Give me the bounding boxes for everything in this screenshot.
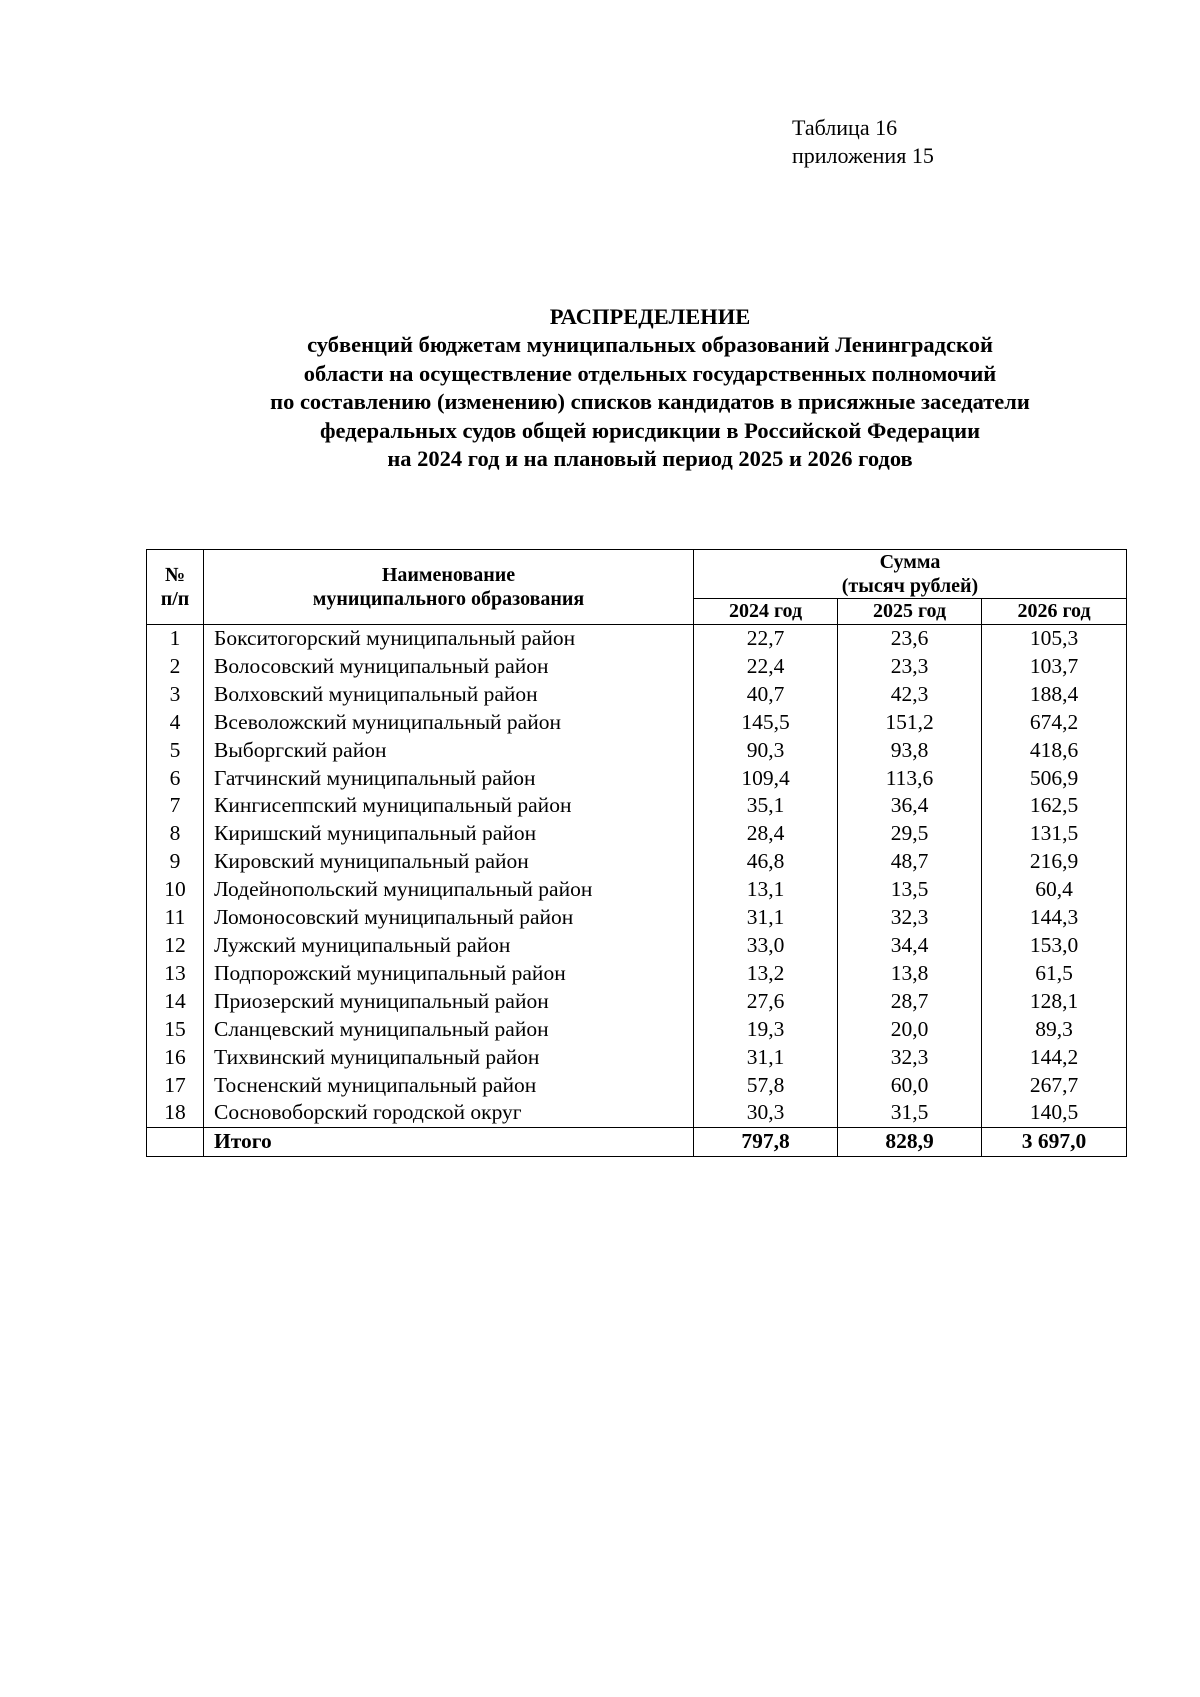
- header-number: № п/п: [147, 550, 204, 625]
- value-2024: 22,7: [694, 625, 838, 653]
- value-2024: 13,2: [694, 960, 838, 988]
- table-row: [147, 1016, 1127, 1044]
- value-2026: 144,2: [982, 1044, 1127, 1072]
- value-2025: 60,0: [838, 1072, 982, 1100]
- table-row: [147, 988, 1127, 1016]
- value-2026: 216,9: [982, 848, 1127, 876]
- table-row: [147, 904, 1127, 932]
- row-number: 5: [147, 737, 204, 765]
- row-number: 8: [147, 820, 204, 848]
- value-2025: 29,5: [838, 820, 982, 848]
- header-year-2025: 2025 год: [838, 599, 982, 625]
- value-2025: 42,3: [838, 681, 982, 709]
- value-2025: 20,0: [838, 1016, 982, 1044]
- value-2024: 109,4: [694, 765, 838, 793]
- row-number: 13: [147, 960, 204, 988]
- header-name: Наименование муниципального образования: [204, 550, 694, 625]
- value-2026: 140,5: [982, 1099, 1127, 1127]
- value-2026: 506,9: [982, 765, 1127, 793]
- value-2025: 23,3: [838, 653, 982, 681]
- value-2025: 28,7: [838, 988, 982, 1016]
- municipality-name: Ломоносовский муниципальный район: [204, 904, 694, 932]
- row-number: 17: [147, 1072, 204, 1100]
- value-2024: 22,4: [694, 653, 838, 681]
- document-title: [130, 303, 1170, 473]
- value-2024: 46,8: [694, 848, 838, 876]
- value-2024: 13,1: [694, 876, 838, 904]
- table-row: [147, 1044, 1127, 1072]
- row-number: 1: [147, 625, 204, 653]
- table-row: [147, 1099, 1127, 1127]
- value-2024: 19,3: [694, 1016, 838, 1044]
- row-number: 12: [147, 932, 204, 960]
- header-year-2024: 2024 год: [694, 599, 838, 625]
- municipality-name: Сосновоборский городской округ: [204, 1099, 694, 1127]
- table-row: [147, 709, 1127, 737]
- municipality-name: Приозерский муниципальный район: [204, 988, 694, 1016]
- value-2026: 267,7: [982, 1072, 1127, 1100]
- municipality-name: Бокситогорский муниципальный район: [204, 625, 694, 653]
- table-row: [147, 848, 1127, 876]
- value-2024: 40,7: [694, 681, 838, 709]
- total-2025: 828,9: [838, 1128, 982, 1157]
- value-2025: 13,8: [838, 960, 982, 988]
- value-2025: 13,5: [838, 876, 982, 904]
- row-number: 4: [147, 709, 204, 737]
- row-number: 15: [147, 1016, 204, 1044]
- value-2025: 32,3: [838, 904, 982, 932]
- value-2025: 93,8: [838, 737, 982, 765]
- total-2026: 3 697,0: [982, 1128, 1127, 1157]
- row-number: 3: [147, 681, 204, 709]
- value-2026: 674,2: [982, 709, 1127, 737]
- value-2024: 31,1: [694, 1044, 838, 1072]
- value-2024: 145,5: [694, 709, 838, 737]
- table-row: [147, 960, 1127, 988]
- municipality-name: Волосовский муниципальный район: [204, 653, 694, 681]
- table-row: [147, 932, 1127, 960]
- row-number: 9: [147, 848, 204, 876]
- table-row: [147, 792, 1127, 820]
- value-2026: 60,4: [982, 876, 1127, 904]
- value-2026: 128,1: [982, 988, 1127, 1016]
- value-2026: 103,7: [982, 653, 1127, 681]
- row-number: 11: [147, 904, 204, 932]
- appendix-number: приложения 15: [792, 143, 934, 168]
- title-line-3: области на осуществление отдельных государственных полномочий: [303, 360, 997, 386]
- municipality-name: Волховский муниципальный район: [204, 681, 694, 709]
- value-2025: 23,6: [838, 625, 982, 653]
- municipality-name: Киришский муниципальный район: [204, 820, 694, 848]
- title-line-6: на 2024 год и на плановый период 2025 и 2026 годов: [387, 446, 913, 472]
- value-2025: 31,5: [838, 1099, 982, 1127]
- municipality-name: Гатчинский муниципальный район: [204, 765, 694, 793]
- value-2026: 144,3: [982, 904, 1127, 932]
- total-num-cell: [147, 1128, 204, 1157]
- table-row: [147, 765, 1127, 793]
- header-sum: Сумма (тысяч рублей): [694, 550, 1127, 599]
- value-2025: 34,4: [838, 932, 982, 960]
- row-number: 10: [147, 876, 204, 904]
- value-2026: 131,5: [982, 820, 1127, 848]
- value-2024: 35,1: [694, 792, 838, 820]
- value-2024: 28,4: [694, 820, 838, 848]
- table-row: [147, 737, 1127, 765]
- title-line-4: по составлению (изменению) списков кандидатов в присяжные заседатели: [270, 389, 1030, 415]
- value-2025: 113,6: [838, 765, 982, 793]
- title-line-5: федеральных судов общей юрисдикции в Российской Федерации: [319, 417, 981, 443]
- value-2026: 418,6: [982, 737, 1127, 765]
- table-row: [147, 876, 1127, 904]
- value-2025: 32,3: [838, 1044, 982, 1072]
- total-2024: 797,8: [694, 1128, 838, 1157]
- municipality-name: Тихвинский муниципальный район: [204, 1044, 694, 1072]
- row-number: 2: [147, 653, 204, 681]
- row-number: 7: [147, 792, 204, 820]
- row-number: 6: [147, 765, 204, 793]
- table-number: Таблица 16: [792, 115, 898, 140]
- municipality-name: Кингисеппский муниципальный район: [204, 792, 694, 820]
- value-2025: 151,2: [838, 709, 982, 737]
- table-row: [147, 1072, 1127, 1100]
- table-reference: [792, 114, 934, 170]
- value-2026: 61,5: [982, 960, 1127, 988]
- value-2025: 36,4: [838, 792, 982, 820]
- municipality-name: Лодейнопольский муниципальный район: [204, 876, 694, 904]
- municipality-name: Всеволожский муниципальный район: [204, 709, 694, 737]
- table-row: [147, 820, 1127, 848]
- table-row: [147, 681, 1127, 709]
- value-2024: 30,3: [694, 1099, 838, 1127]
- municipality-name: Тосненский муниципальный район: [204, 1072, 694, 1100]
- total-row: [147, 1128, 1127, 1157]
- value-2026: 105,3: [982, 625, 1127, 653]
- municipality-name: Кировский муниципальный район: [204, 848, 694, 876]
- value-2026: 153,0: [982, 932, 1127, 960]
- header-year-2026: 2026 год: [982, 599, 1127, 625]
- municipality-name: Сланцевский муниципальный район: [204, 1016, 694, 1044]
- total-label: Итого: [204, 1128, 694, 1157]
- value-2024: 33,0: [694, 932, 838, 960]
- value-2025: 48,7: [838, 848, 982, 876]
- value-2026: 89,3: [982, 1016, 1127, 1044]
- title-line-1: РАСПРЕДЕЛЕНИЕ: [549, 304, 751, 329]
- table-row: [147, 653, 1127, 681]
- value-2024: 31,1: [694, 904, 838, 932]
- value-2024: 27,6: [694, 988, 838, 1016]
- municipality-name: Лужский муниципальный район: [204, 932, 694, 960]
- title-line-2: субвенций бюджетам муниципальных образований Ленинградской: [307, 332, 993, 358]
- row-number: 18: [147, 1099, 204, 1127]
- value-2026: 162,5: [982, 792, 1127, 820]
- row-number: 16: [147, 1044, 204, 1072]
- distribution-table: [146, 549, 1127, 1157]
- row-number: 14: [147, 988, 204, 1016]
- municipality-name: Выборгский район: [204, 737, 694, 765]
- value-2024: 57,8: [694, 1072, 838, 1100]
- table-row: [147, 625, 1127, 653]
- municipality-name: Подпорожский муниципальный район: [204, 960, 694, 988]
- value-2026: 188,4: [982, 681, 1127, 709]
- value-2024: 90,3: [694, 737, 838, 765]
